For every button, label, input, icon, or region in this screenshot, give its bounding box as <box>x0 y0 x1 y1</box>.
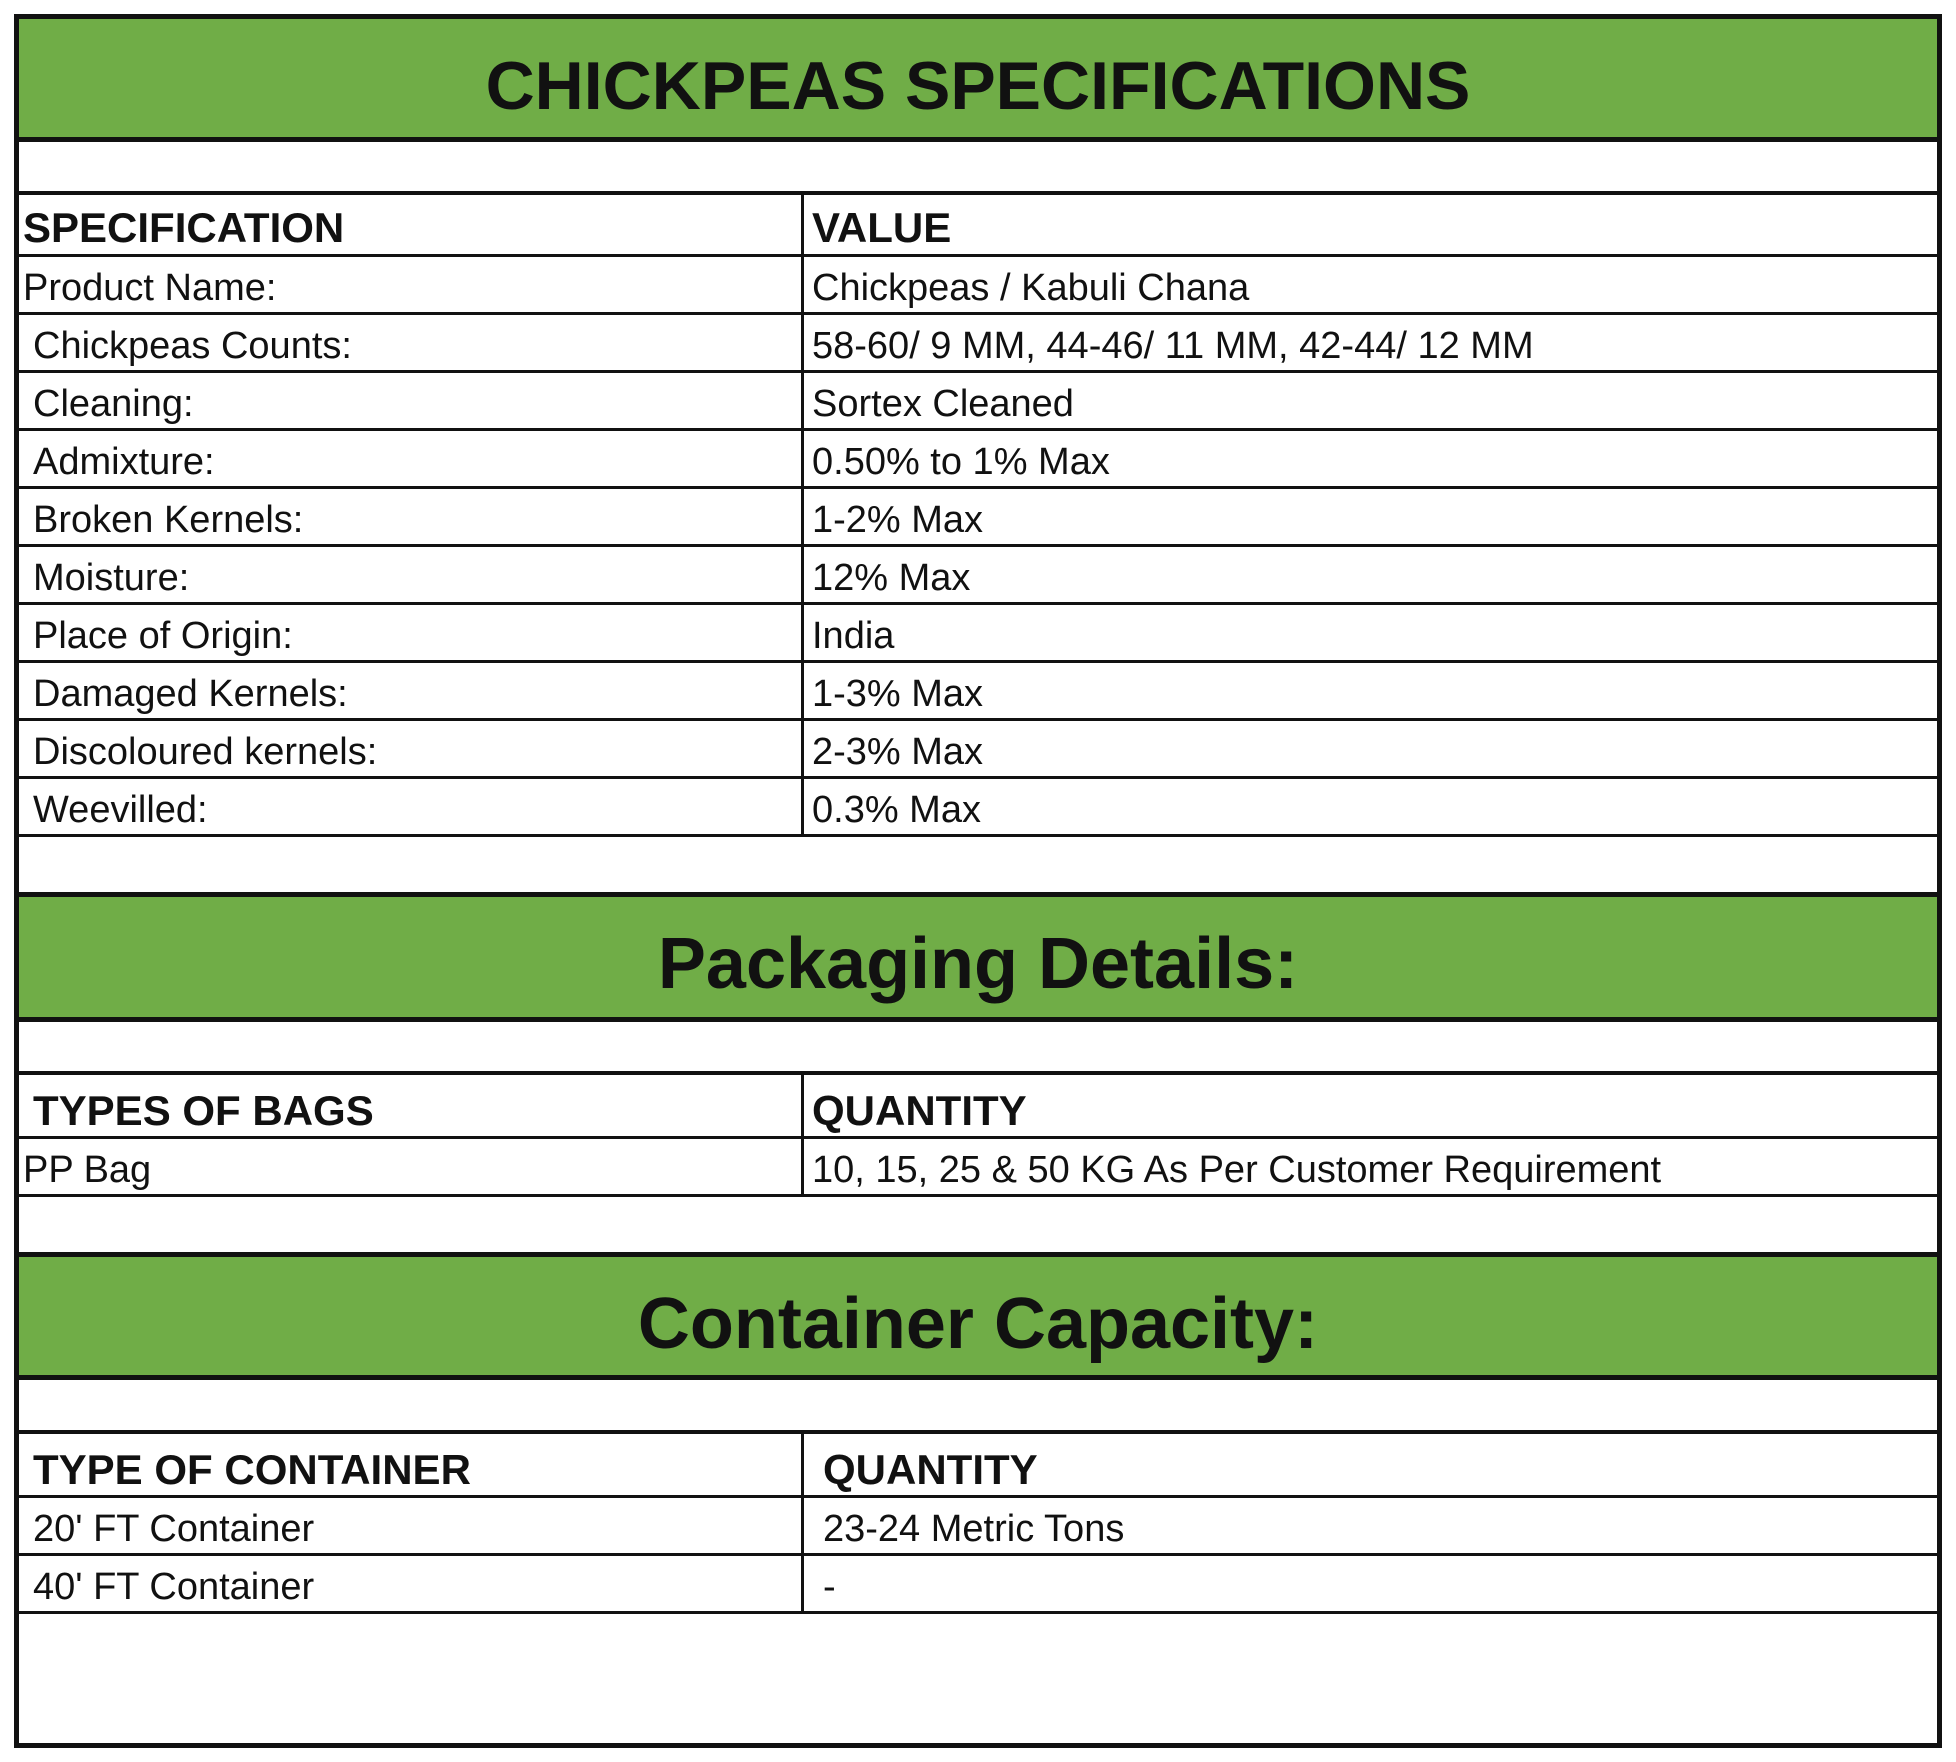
spec-row-value: 12% Max <box>812 557 971 599</box>
spec-row-label: Cleaning: <box>33 383 194 425</box>
packaging-row-value: 10, 15, 25 & 50 KG As Per Customer Requirement <box>812 1149 1662 1191</box>
spec-row-value: 58-60/ 9 MM, 44-46/ 11 MM, 42-44/ 12 MM <box>812 325 1534 367</box>
packaging-title-band <box>19 897 1937 1017</box>
spec-row-value: 1-2% Max <box>812 499 984 541</box>
packaging-row-label: PP Bag <box>23 1149 152 1191</box>
spec-row-label: Broken Kernels: <box>33 499 304 541</box>
packaging-header-col2: QUANTITY <box>812 1087 1027 1134</box>
spec-row-label: Moisture: <box>33 557 190 599</box>
container-row-label: 40' FT Container <box>33 1566 315 1608</box>
spec-row-label: Product Name: <box>23 267 277 309</box>
spec-row-label: Damaged Kernels: <box>33 673 348 715</box>
packaging-header-col1: TYPES OF BAGS <box>33 1087 374 1134</box>
spec-row-label: Weevilled: <box>33 789 208 831</box>
spec-row-value: Chickpeas / Kabuli Chana <box>812 267 1250 309</box>
spec-row-value: 1-3% Max <box>812 673 984 715</box>
container-title-band <box>19 1257 1937 1375</box>
spec-row-label: Admixture: <box>33 441 215 483</box>
spec-row-value: India <box>812 615 895 657</box>
container-title: Container Capacity: <box>637 1284 1319 1364</box>
spec-row-label: Discoloured kernels: <box>33 731 378 773</box>
container-row-value: - <box>823 1566 836 1608</box>
container-row-label: 20' FT Container <box>33 1508 315 1550</box>
container-header-col1: TYPE OF CONTAINER <box>33 1446 471 1493</box>
container-header-col2: QUANTITY <box>823 1446 1038 1493</box>
spec-row-value: 2-3% Max <box>812 731 984 773</box>
spec-title-band <box>19 19 1937 137</box>
spec-title: CHICKPEAS SPECIFICATIONS <box>485 48 1471 124</box>
container-row-value: 23-24 Metric Tons <box>823 1508 1125 1550</box>
spec-header-col2: VALUE <box>812 204 952 251</box>
spec-sheet <box>14 14 1942 1748</box>
spec-row-label: Place of Origin: <box>33 615 293 657</box>
spec-row-value: 0.50% to 1% Max <box>812 441 1110 483</box>
spec-header-col1: SPECIFICATION <box>23 204 345 251</box>
spec-row-label: Chickpeas Counts: <box>33 325 352 367</box>
packaging-title: Packaging Details: <box>657 924 1299 1004</box>
spec-row-value: Sortex Cleaned <box>812 383 1074 425</box>
spec-row-value: 0.3% Max <box>812 789 981 831</box>
